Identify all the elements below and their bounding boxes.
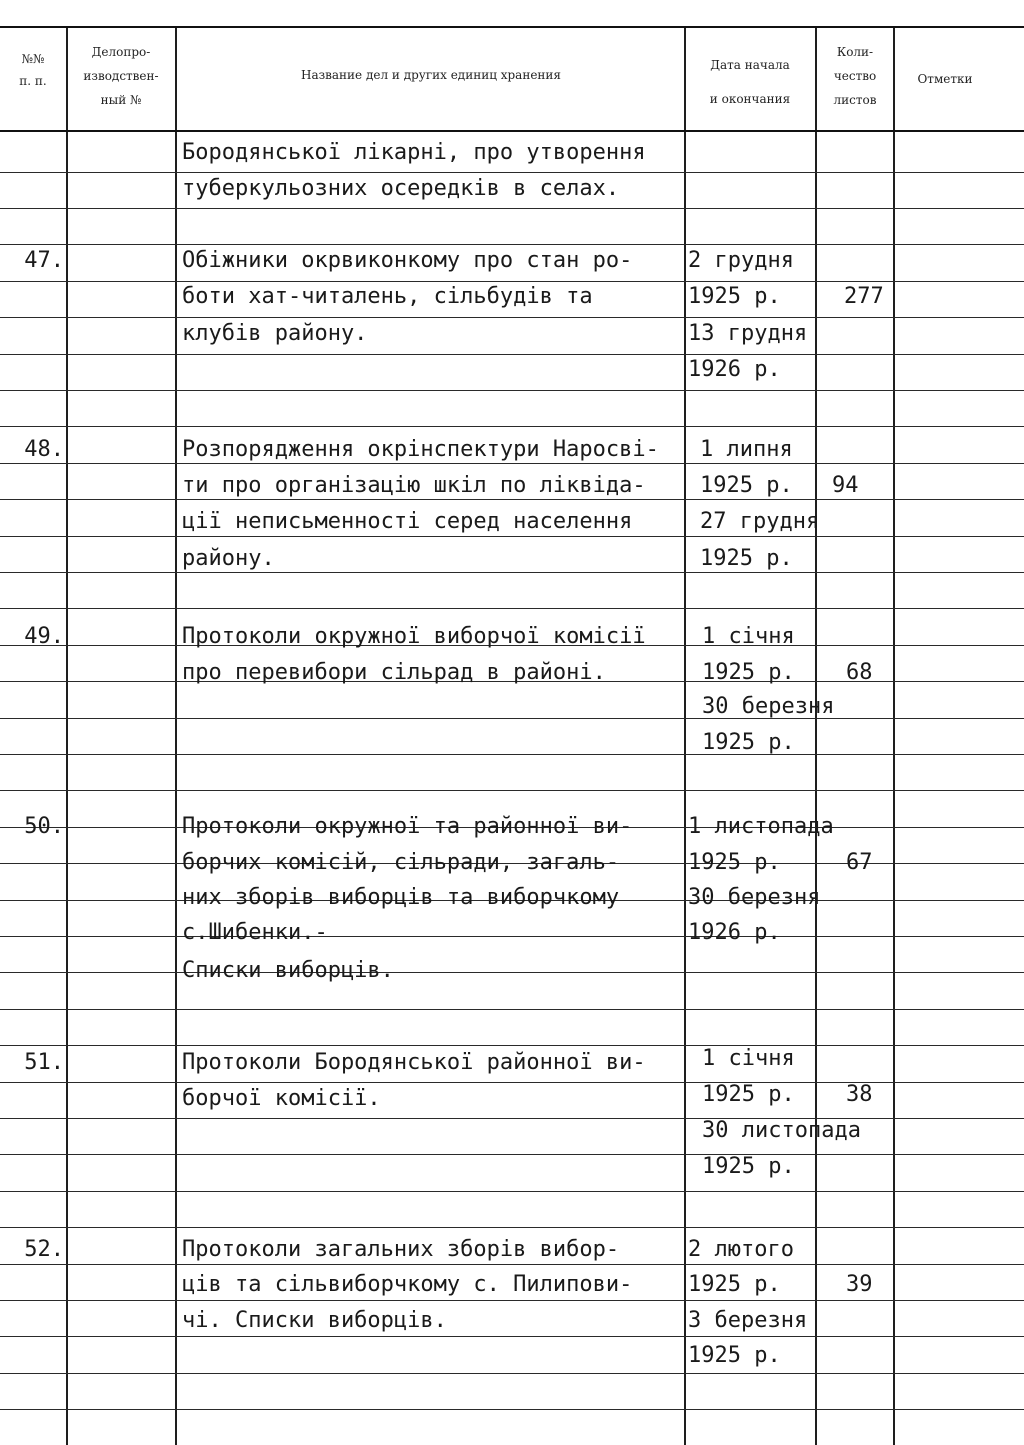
row-rule [0,1045,1024,1046]
entry-date-line: 1926 р. [688,920,781,945]
entry-number: 52. [24,1237,64,1262]
entry-title-line: них зборів виборців та виборчкому [182,885,620,910]
entry-date-line: 30 березня [688,885,821,910]
header-col-number: №№ п. п. [19,52,47,88]
entry-date-line: 30 березня [702,694,835,719]
entry-title-line: району. [182,546,275,571]
entry-title-line: Протоколи окружної та районної ви- [182,814,633,839]
row-rule [0,1336,1024,1337]
entry-title-line: ції неписьменності серед населення [182,509,633,534]
entry-sheet-count: 39 [846,1272,873,1297]
entry-date-line: 2 лютого [688,1237,794,1262]
entry-date-line: 1925 р. [702,1154,795,1179]
entry-number: 50. [24,814,64,839]
entry-title-line: с.Шибенки.- [182,920,328,945]
row-rule [0,936,1024,937]
entry-number: 49. [24,624,64,649]
column-rule [175,28,177,1445]
entry-title-line: Протоколи Бородянської районної ви- [182,1050,646,1075]
entry-sheet-count: 277 [844,284,884,309]
entry-sheet-count: 38 [846,1082,873,1107]
row-rule [0,208,1024,209]
row-rule [0,1409,1024,1410]
row-rule [0,426,1024,427]
entry-date-line: 1925 р. [700,546,793,571]
entry-date-line: 1 листопада [688,814,834,839]
column-rule [66,28,68,1445]
row-rule [0,608,1024,609]
entry-date-line: 1925 р. [688,1343,781,1368]
row-rule [0,244,1024,245]
entry-title-line: про перевибори сільрад в районі. [182,660,606,685]
entry-title-line: чі. Списки виборців. [182,1308,447,1333]
entry-title-line: ців та сільвиборчкому с. Пилипови- [182,1272,633,1297]
entry-title-line: Протоколи загальних зборів вибор- [182,1237,620,1262]
row-rule [0,463,1024,464]
row-rule [0,317,1024,318]
row-rule [0,790,1024,791]
header-bottom-rule [0,130,1024,132]
entry-date-line: 1925 р. [688,284,781,309]
column-rule [893,28,895,1445]
entry-number: 47. [24,248,64,273]
row-rule [0,390,1024,391]
header-col-office-number: Делопро- изводствен- ный № [83,45,159,107]
entry-title-line: ти про організацію шкіл по ліквіда- [182,473,646,498]
column-rule [684,28,686,1445]
entry-date-line: 1 січня [702,624,795,649]
entry-date-line: 1925 р. [702,730,795,755]
entry-number: 48. [24,437,64,462]
entry-sheet-count: 67 [846,850,873,875]
row-rule [0,1191,1024,1192]
row-rule [0,1227,1024,1228]
header-top-rule [0,26,1024,28]
entry-date-line: 1 січня [702,1046,795,1071]
row-rule [0,499,1024,500]
entry-title-line: Протоколи окружної виборчої комісії [182,624,646,649]
row-rule [0,172,1024,173]
entry-title-line: борчої комісії. [182,1086,381,1111]
entry-date-line: 1926 р. [688,357,781,382]
entry-date-line: 1925 р. [702,1082,795,1107]
entry-title-line: Обіжники окрвиконкому про стан ро- [182,248,633,273]
row-rule [0,281,1024,282]
entry-date-line: 1925 р. [688,1272,781,1297]
row-rule [0,354,1024,355]
entry-sheet-count: 94 [832,473,859,498]
column-rule [815,28,817,1445]
entry-title-line: клубів району. [182,321,368,346]
continuation-line: Бородянської лікарні, про утворення [182,140,646,165]
header-col-sheets: Коли- чество листов [833,45,877,107]
entry-title-line: Списки виборців. [182,958,394,983]
entry-title-line: Розпорядження окрінспектури Наросві- [182,437,659,462]
entry-date-line: 1925 р. [700,473,793,498]
continuation-line: туберкульозних осередків в селах. [182,176,620,201]
row-rule [0,754,1024,755]
header-col-notes: Отметки [917,72,973,86]
entry-date-line: 27 грудня [700,509,820,534]
row-rule [0,718,1024,719]
row-rule [0,536,1024,537]
header-col-dates: Дата начала и окончания [709,58,791,106]
entry-sheet-count: 68 [846,660,873,685]
entry-date-line: 1 липня [700,437,793,462]
entry-number: 51. [24,1050,64,1075]
row-rule [0,972,1024,973]
row-rule [0,1264,1024,1265]
row-rule [0,1009,1024,1010]
header-col-title: Название дел и других единиц хранения [300,68,561,82]
row-rule [0,1373,1024,1374]
entry-date-line: 30 листопада [702,1118,861,1143]
row-rule [0,1300,1024,1301]
entry-date-line: 13 грудня [688,321,808,346]
row-rule [0,1154,1024,1155]
row-rule [0,1118,1024,1119]
entry-date-line: 3 березня [688,1308,808,1333]
entry-date-line: 2 грудня [688,248,794,273]
entry-date-line: 1925 р. [688,850,781,875]
entry-title-line: боти хат-читалень, сільбудів та [182,284,593,309]
row-rule [0,572,1024,573]
entry-date-line: 1925 р. [702,660,795,685]
entry-title-line: борчих комісій, сільради, загаль- [182,850,620,875]
